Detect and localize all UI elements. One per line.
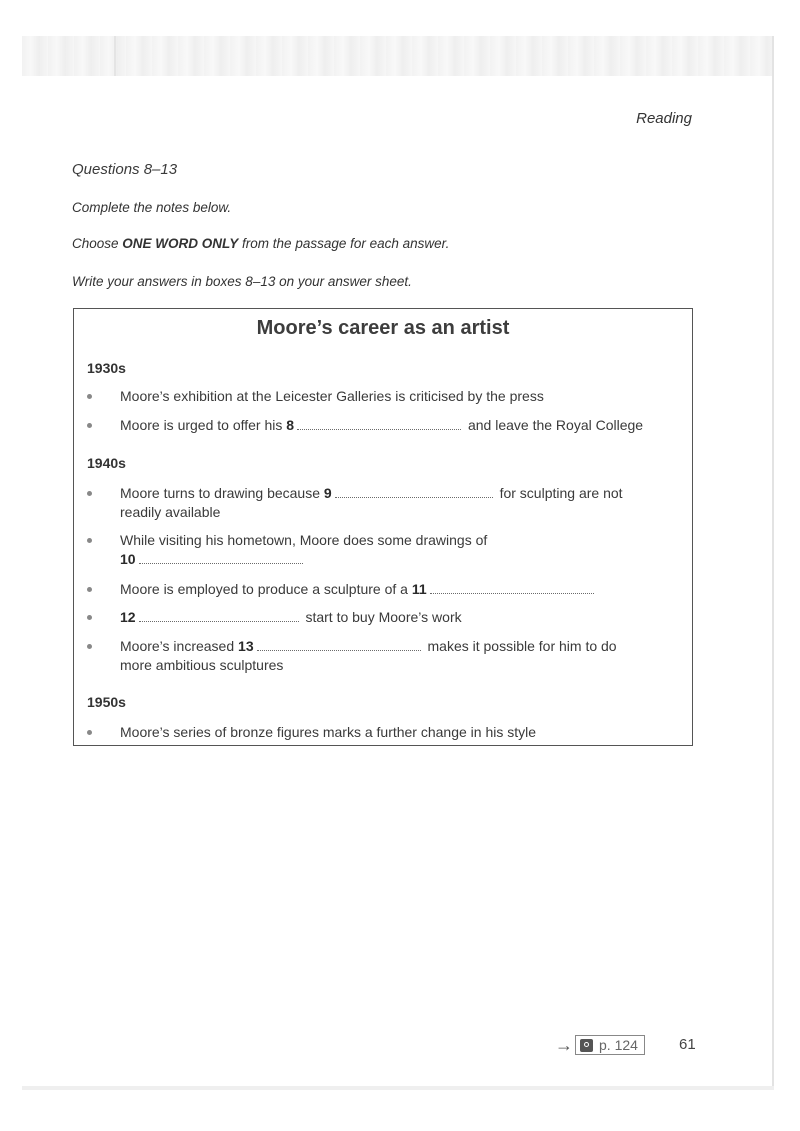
question-number-8: 8 — [286, 417, 295, 433]
question-number-10: 10 — [120, 551, 136, 567]
running-head: Reading — [636, 110, 692, 127]
instruction-emphasis: ONE WORD ONLY — [122, 236, 239, 251]
scan-shadow-top — [22, 36, 774, 76]
question-number-12: 12 — [120, 609, 136, 625]
page-reference-label: p. 124 — [599, 1037, 638, 1053]
question-number-9: 9 — [323, 485, 332, 501]
answer-gap-12[interactable] — [139, 620, 299, 622]
answer-gap-8[interactable] — [297, 428, 461, 430]
answer-key-icon — [580, 1039, 593, 1052]
questions-title: Questions 8–13 — [72, 161, 178, 178]
bullet-icon — [87, 538, 92, 543]
arrow-right-icon: → — [555, 1035, 573, 1055]
bullet-icon — [87, 587, 92, 592]
bullet-icon — [87, 615, 92, 620]
question-number-13: 13 — [238, 638, 254, 654]
bullet-icon — [87, 423, 92, 428]
instruction-answer-sheet: Write your answers in boxes 8–13 on your answer sheet. — [72, 274, 412, 289]
answer-key-reference[interactable] — [555, 1034, 645, 1056]
answer-gap-11[interactable] — [430, 592, 594, 594]
question-number-11: 11 — [411, 581, 427, 597]
bullet-icon — [87, 491, 92, 496]
bullet-icon — [87, 644, 92, 649]
scan-edge-bottom — [22, 1086, 774, 1090]
instruction-complete-notes: Complete the notes below. — [72, 200, 232, 215]
section-heading-1940s: 1940s — [87, 455, 126, 471]
notes-box: Moore’s career as an artist 1930s Moore’s exhibition at the Leicester Galleries is criticised by the press Moore is urged to offer his 8 and leave the Royal College 1940s Moore turns to drawing because 9 for sculpting are not readily available While visiting his hometown, Moore does some drawings of 10 Moore is employed to produce a sculpture of a 11 12 start to buy Moore’s work Moore’s increased 13 makes it possible for him to do more ambitious sculptures 1950s Moore’s series of bronze figures marks a further change in his style — [73, 308, 693, 746]
page-reference-box[interactable] — [575, 1035, 645, 1055]
section-heading-1950s: 1950s — [87, 694, 126, 710]
bullet-icon — [87, 730, 92, 735]
scan-edge-right — [772, 36, 774, 1086]
answer-gap-13[interactable] — [257, 649, 421, 651]
answer-gap-9[interactable] — [335, 496, 493, 498]
section-heading-1930s: 1930s — [87, 360, 126, 376]
instruction-choose-word: Choose ONE WORD ONLY from the passage for each answer. — [72, 236, 450, 251]
answer-gap-10[interactable] — [139, 562, 303, 564]
notes-title: Moore’s career as an artist — [256, 317, 510, 339]
page-number: 61 — [679, 1036, 696, 1053]
bullet-icon — [87, 394, 92, 399]
